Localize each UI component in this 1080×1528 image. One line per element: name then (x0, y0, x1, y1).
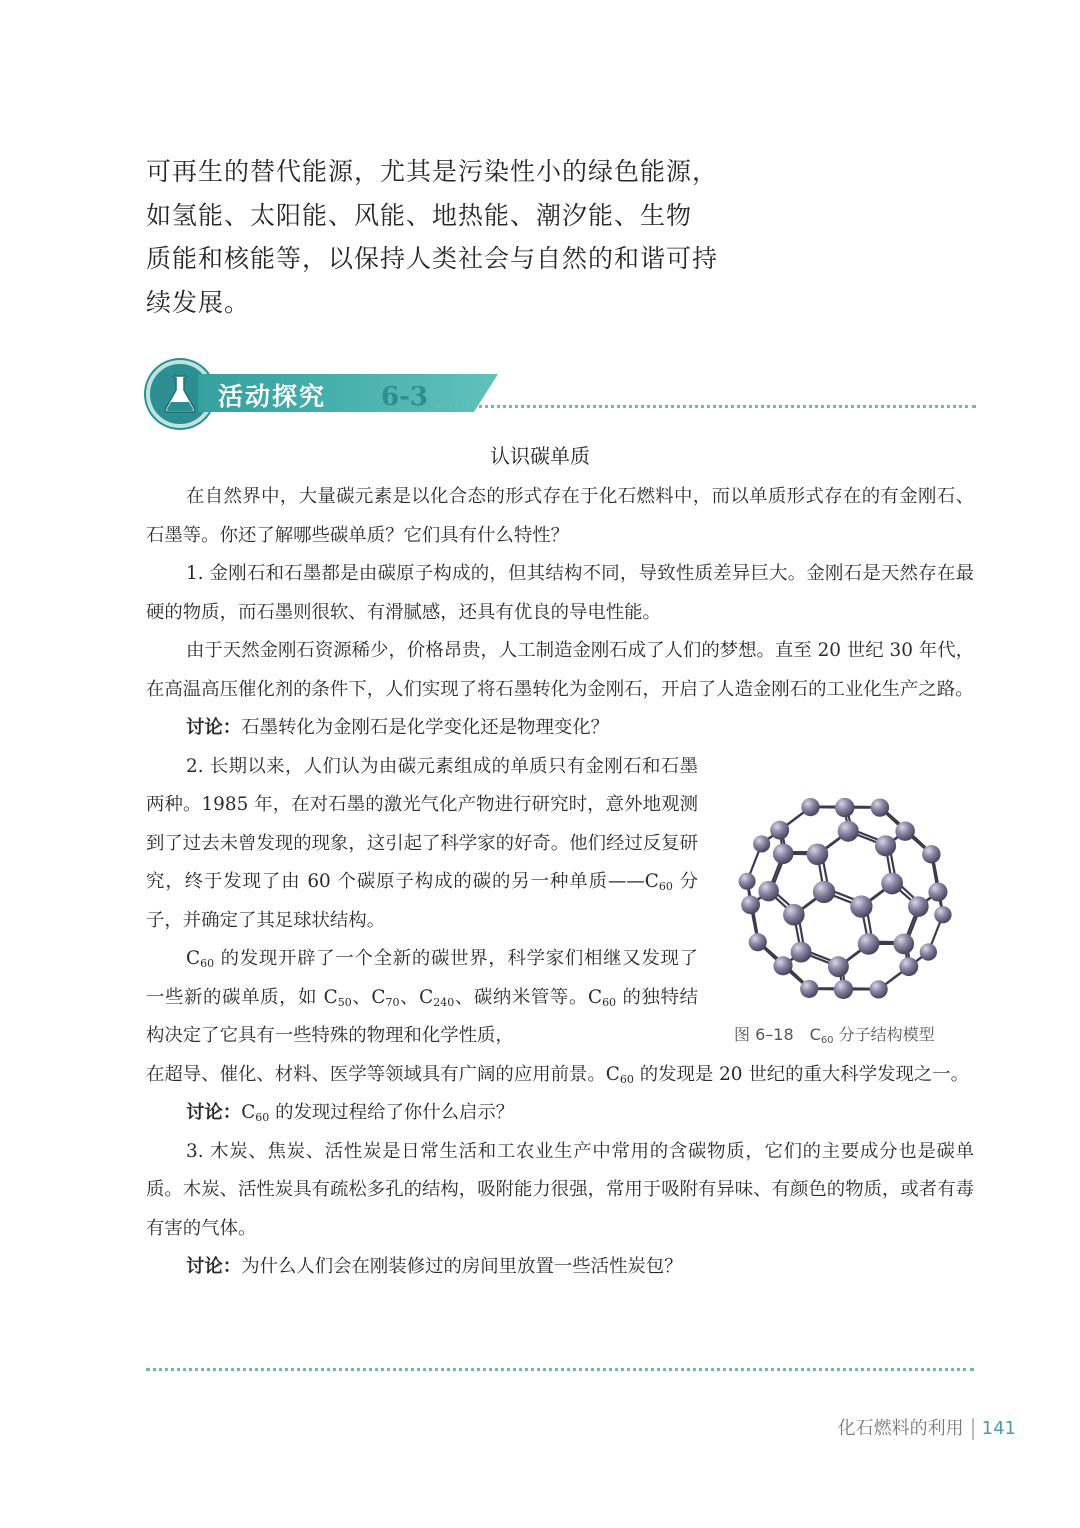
dotted-divider (436, 405, 976, 408)
intro-line: 可再生的替代能源，尤其是污染性小的绿色能源， (146, 157, 719, 186)
carbon-atom (895, 822, 914, 841)
carbon-atom (908, 896, 929, 917)
text: 图 6–18 C (734, 1025, 821, 1044)
discussion-label: 讨论： (186, 717, 242, 738)
intro-line: 如氢能、太阳能、风能、地热能、潮汐能、生物 (146, 200, 693, 230)
carbon-atom (749, 933, 767, 951)
text: 的发现开辟了一个全新的碳世界，科学家们相继又发现了一些新的碳单质，如 C (146, 948, 698, 1008)
text: 的发现是 20 世纪的重大科学发现之一。 (633, 1063, 970, 1085)
dotted-divider (146, 1368, 974, 1371)
text: 在超导、催化、材料、医学等领域具有广阔的应用前景。C (146, 1063, 620, 1085)
text: 的发现过程给了你什么启示？ (269, 1102, 515, 1123)
discussion-label: 讨论： (186, 1256, 242, 1277)
intro-line: 质能和核能等，以保持人类社会与自然的和谐可持 (146, 244, 719, 273)
subscript: 50 (337, 995, 352, 1009)
carbon-atom (850, 895, 872, 917)
text: 2. 长期以来，人们认为由碳元素组成的单质只有金刚石和石墨两种。1985 年，在对石墨的激光气化产物进行研究时，意外地观测到了过去未曾发现的现象，这引起了科学家的好奇。他们经过反复研究，终于发现了由 60 个碳原子构成的碳的另一种单质——C (146, 755, 698, 892)
text: 、C (351, 986, 386, 1008)
paragraph: 在自然界中，大量碳元素是以化合态的形式存在于化石燃料中，而以单质形式存在的有金刚石、石墨等。你还了解哪些碳单质？它们具有什么特性？ (146, 486, 974, 546)
paragraph: 1. 金刚石和石墨都是由碳原子构成的，但其结构不同，导致性质差异巨大。金刚石是天然存在最硬的物质，而石墨则很软、有滑腻感，还具有优良的导电性能。 (146, 563, 974, 623)
text: 的独特结构决定了它具有一些特殊的物理和化学性质， (146, 986, 698, 1046)
carbon-atom (813, 881, 835, 903)
carbon-atom (858, 933, 880, 955)
subscript: 240 (433, 995, 455, 1009)
carbon-atom (920, 943, 937, 960)
discussion-label: 讨论： (186, 1102, 242, 1123)
text: C (587, 986, 603, 1008)
text: 分子结构模型 (833, 1025, 935, 1044)
paragraph (146, 1056, 974, 1095)
carbon-atom (739, 873, 756, 890)
activity-banner (146, 360, 976, 430)
carbon-atom (871, 798, 889, 816)
carbon-atom (834, 980, 853, 999)
carbon-atom (753, 835, 770, 852)
section-title: 认识碳单质 (490, 444, 590, 468)
discussion (146, 709, 974, 748)
discussion (146, 1094, 974, 1133)
c60-molecule-figure (720, 780, 970, 1015)
footer-separator (972, 1418, 974, 1440)
carbon-atom (791, 942, 812, 963)
subscript: 60 (602, 995, 617, 1009)
text: 、碳纳米管等。 (454, 986, 588, 1008)
figure-caption (734, 1022, 935, 1045)
page-footer (838, 1414, 1016, 1440)
text: C (241, 1102, 256, 1123)
subscript: 60 (820, 1035, 834, 1046)
paragraph (146, 748, 698, 941)
carbon-atom (934, 906, 951, 923)
carbon-atom (770, 821, 789, 840)
subscript: 60 (200, 957, 215, 970)
paragraph (146, 940, 698, 1056)
carbon-atom (835, 798, 854, 817)
intro-line: 续发展。 (146, 287, 251, 317)
carbon-atom (801, 798, 819, 816)
subscript: 60 (658, 880, 673, 893)
carbon-atom (869, 980, 887, 998)
carbon-atom (875, 835, 896, 856)
text: C (186, 948, 201, 969)
carbon-atom (783, 904, 805, 926)
discussion-text: 为什么人们会在刚装修过的房间里放置一些活性炭包？ (241, 1256, 683, 1277)
carbon-atom (899, 957, 918, 976)
carbon-atom (922, 845, 940, 863)
banner-title: 活动探究 (218, 382, 327, 411)
banner-number: 6-3 (381, 382, 428, 412)
page-number: 141 (981, 1418, 1016, 1439)
chapter-title: 化石燃料的利用 (837, 1418, 964, 1439)
subscript: 70 (385, 995, 400, 1009)
carbon-atom (807, 843, 829, 865)
carbon-atom (881, 873, 903, 895)
carbon-atom (773, 844, 794, 865)
carbon-atom (773, 956, 792, 975)
carbon-atom (838, 821, 859, 842)
carbon-atom (928, 882, 947, 901)
paragraph: 3. 木炭、焦炭、活性炭是日常生活和工农业生产中常用的含碳物质，它们的主要成分也是碳单质。木炭、活性炭具有疏松多孔的结构，吸附能力很强，常用于吸附有异味、有颜色的物质，或者有毒有害的气体。 (146, 1140, 974, 1239)
c60-model-image (720, 780, 970, 1015)
discussion-text: 石墨转化为金刚石是化学变化还是物理变化？ (241, 717, 610, 738)
carbon-atom (800, 980, 818, 998)
carbon-atom (758, 881, 779, 902)
carbon-atom (893, 934, 914, 955)
carbon-atom (828, 956, 849, 977)
paragraph: 由于天然金刚石资源稀少，价格昂贵，人工制造金刚石成了人们的梦想。直至 20 世纪 30 年代，在高温高压催化剂的条件下，人们实现了将石墨转化为金刚石，开启了人造金刚石的工业化生产之路。 (146, 640, 974, 700)
text: 分子，并确定了其足球状结构。 (146, 871, 698, 931)
discussion (146, 1248, 974, 1287)
text: 、C (399, 986, 434, 1008)
intro-text (146, 150, 726, 324)
subscript: 60 (255, 1111, 270, 1124)
subscript: 60 (619, 1072, 634, 1086)
carbon-atom (741, 895, 760, 914)
